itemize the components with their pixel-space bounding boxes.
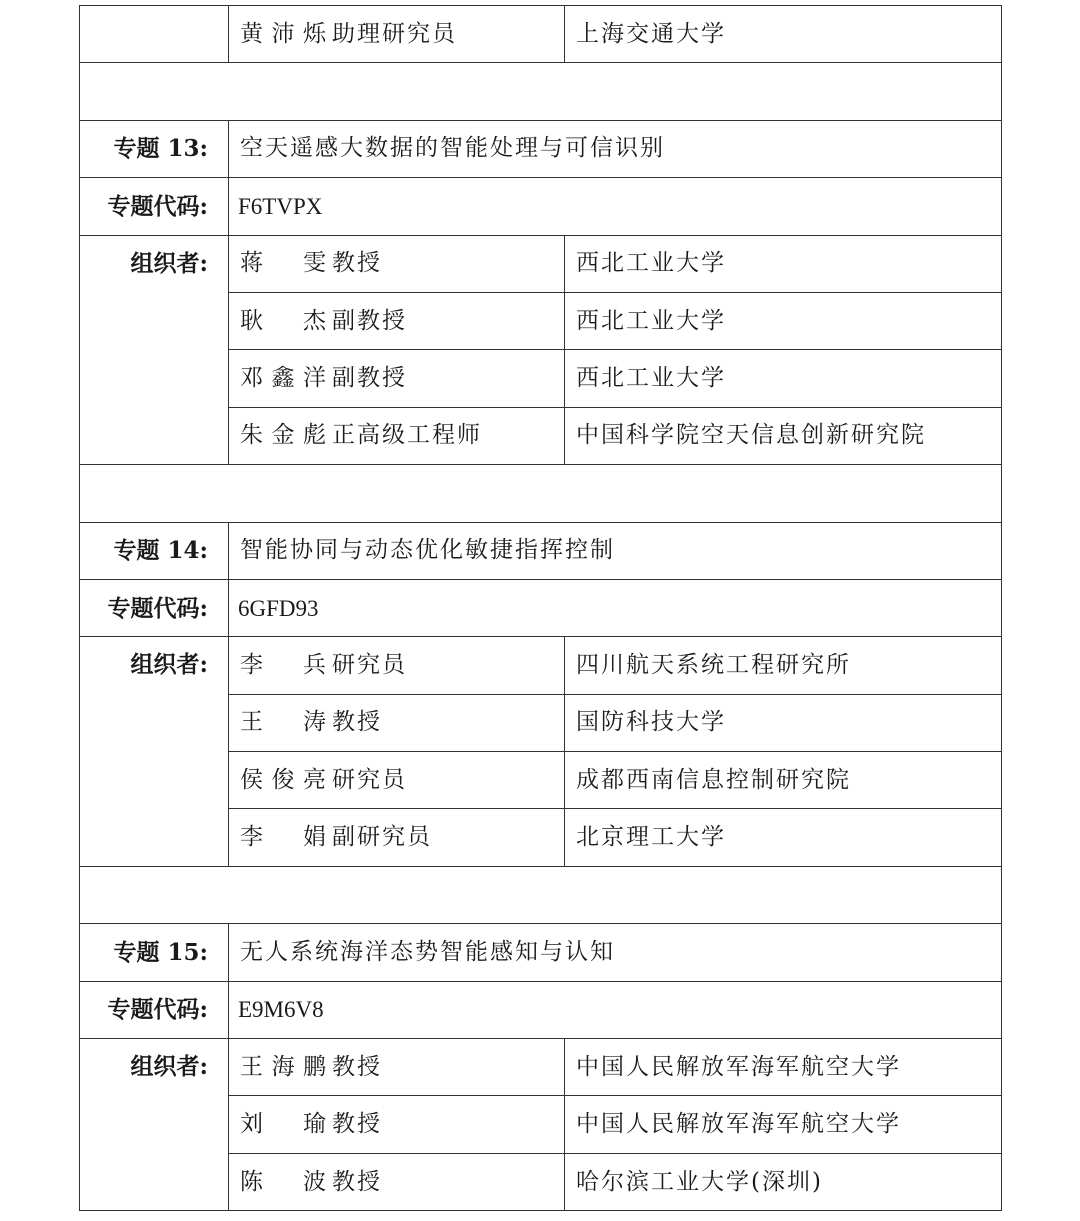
topic-label: 专题 13: [80, 120, 229, 177]
code-label: 专题代码: [80, 579, 229, 636]
spacer-row [80, 866, 1002, 923]
organizer-title: 教授 [332, 1168, 382, 1195]
organizer-row [80, 637, 1002, 694]
spacer-cell [80, 866, 1002, 923]
organizer-person [229, 1153, 565, 1210]
organizer-org: 四川航天系统工程研究所 [565, 637, 1002, 694]
organizer-name: 李兵 [240, 651, 328, 678]
organizer-name: 蒋雯 [240, 250, 328, 277]
organizer-org: 中国人民解放军海军航空大学 [565, 1096, 1002, 1153]
organizer-org: 国防科技大学 [565, 694, 1002, 751]
organizer-name: 耿杰 [240, 307, 328, 334]
organizer-title: 正高级工程师 [332, 422, 482, 449]
organizer-org: 西北工业大学 [565, 350, 1002, 407]
topic-title: 智能协同与动态优化敏捷指挥控制 [229, 522, 1002, 579]
organizer-name: 王涛 [240, 709, 328, 736]
organizer-org: 西北工业大学 [565, 292, 1002, 349]
organizer-person [229, 809, 565, 866]
organizer-title: 副教授 [332, 307, 407, 334]
code-row [80, 178, 1002, 235]
organizer-title: 研究员 [332, 651, 407, 678]
organizer-org: 上海交通大学 [565, 6, 1002, 63]
organizer-org: 西北工业大学 [565, 235, 1002, 292]
organizer-name: 邓鑫洋 [240, 365, 328, 392]
organizer-row [80, 235, 1002, 292]
organizer-row [80, 6, 1002, 63]
topic-row [80, 924, 1002, 981]
organizer-name: 刘瑜 [240, 1111, 328, 1138]
topic-code: 6GFD93 [229, 579, 1002, 636]
organizer-title: 教授 [332, 1053, 382, 1080]
organizer-label: 组织者: [80, 1039, 229, 1211]
organizer-title: 教授 [332, 709, 382, 736]
topic-label: 专题 15: [80, 924, 229, 981]
code-label: 专题代码: [80, 981, 229, 1038]
organizer-person [229, 407, 565, 464]
topic-row [80, 522, 1002, 579]
organizer-title: 副教授 [332, 365, 407, 392]
organizer-org: 中国科学院空天信息创新研究院 [565, 407, 1002, 464]
organizer-org: 中国人民解放军海军航空大学 [565, 1039, 1002, 1096]
spacer-cell [80, 63, 1002, 120]
code-row [80, 981, 1002, 1038]
organizer-org: 哈尔滨工业大学(深圳) [565, 1153, 1002, 1210]
organizer-name: 李娟 [240, 824, 328, 851]
organizer-name: 黄沛烁 [240, 20, 328, 47]
topic-row [80, 120, 1002, 177]
organizer-label: 组织者: [80, 235, 229, 465]
topic-title: 空天遥感大数据的智能处理与可信识别 [229, 120, 1002, 177]
organizer-person [229, 235, 565, 292]
spacer-row [80, 63, 1002, 120]
organizer-person [229, 292, 565, 349]
spacer-row [80, 465, 1002, 522]
organizer-person [229, 637, 565, 694]
organizer-person [229, 752, 565, 809]
organizer-title: 助理研究员 [332, 20, 457, 47]
code-row [80, 579, 1002, 636]
organizer-title: 研究员 [332, 766, 407, 793]
organizer-name: 侯俊亮 [240, 766, 328, 793]
organizer-row [80, 1039, 1002, 1096]
organizer-org: 成都西南信息控制研究院 [565, 752, 1002, 809]
organizer-title: 教授 [332, 1111, 382, 1138]
code-label: 专题代码: [80, 178, 229, 235]
topics-table [79, 5, 1002, 1211]
organizer-label: 组织者: [80, 637, 229, 867]
organizer-person [229, 6, 565, 63]
topic-title: 无人系统海洋态势智能感知与认知 [229, 924, 1002, 981]
organizer-title: 教授 [332, 250, 382, 277]
organizer-person [229, 1096, 565, 1153]
organizer-person [229, 1039, 565, 1096]
organizer-org: 北京理工大学 [565, 809, 1002, 866]
organizer-name: 朱金彪 [240, 422, 328, 449]
spacer-cell [80, 465, 1002, 522]
organizer-name: 王海鹏 [240, 1053, 328, 1080]
topic-code: F6TVPX [229, 178, 1002, 235]
organizer-person [229, 694, 565, 751]
empty-label-cell [80, 6, 229, 63]
organizer-title: 副研究员 [332, 824, 432, 851]
organizer-name: 陈波 [240, 1168, 328, 1195]
topic-label: 专题 14: [80, 522, 229, 579]
topic-code: E9M6V8 [229, 981, 1002, 1038]
organizer-person [229, 350, 565, 407]
